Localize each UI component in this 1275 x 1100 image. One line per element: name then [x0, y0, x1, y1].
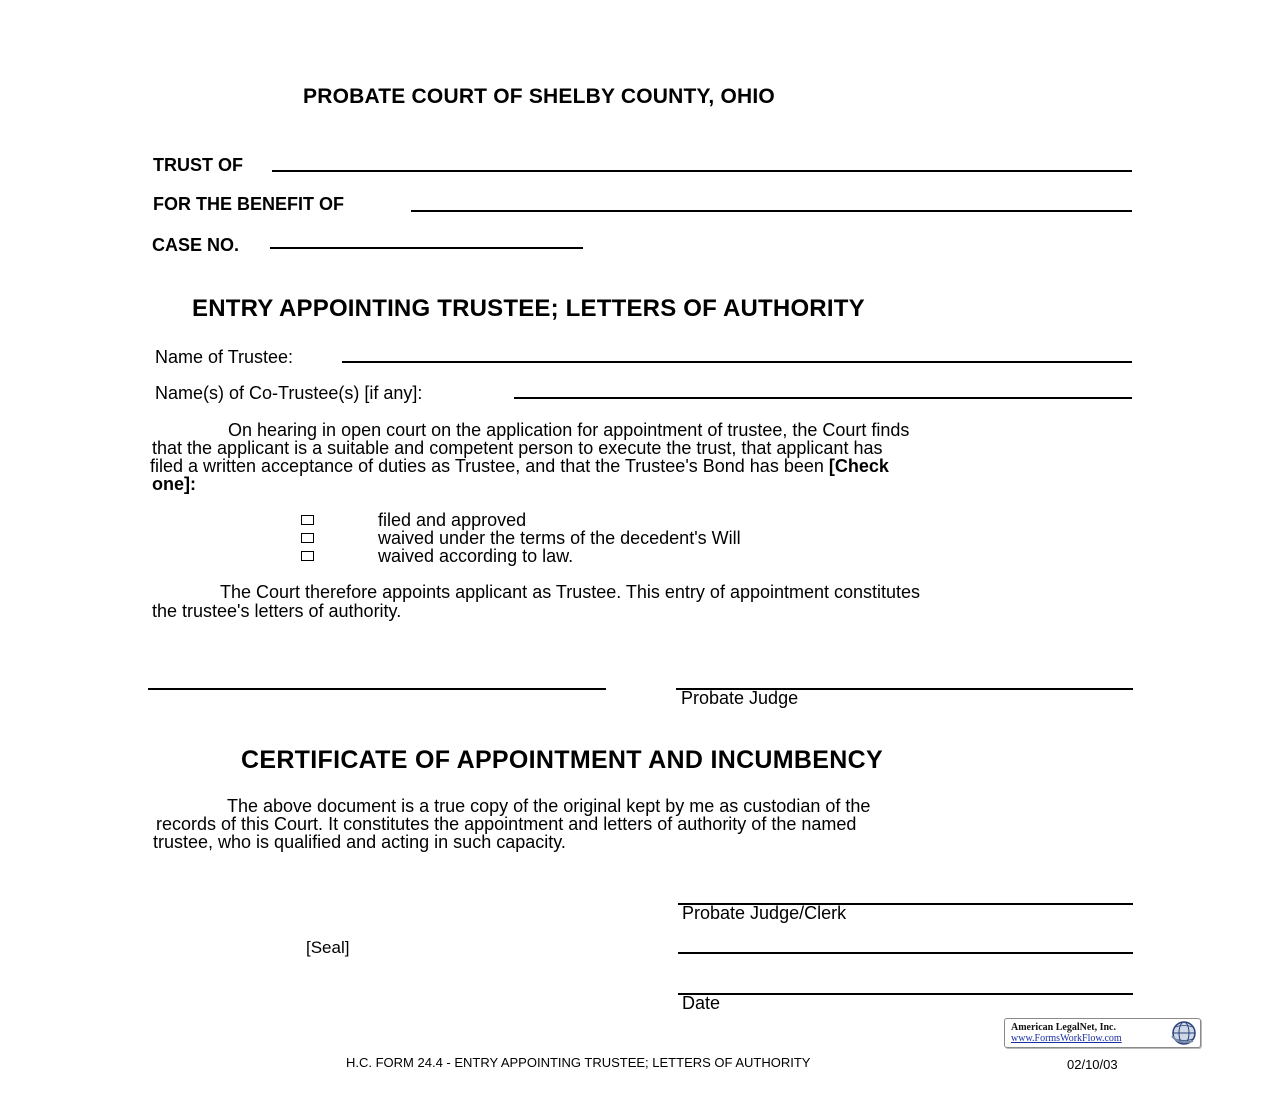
- appointment-line-1: The Court therefore appoints applicant as Trustee. This entry of appointment constitutes: [220, 582, 921, 602]
- check-one-a: [Check: [828, 456, 889, 476]
- check-one-b: one]:: [152, 474, 196, 494]
- co-trustee-field[interactable]: [514, 397, 1132, 399]
- bond-option-waived-will: waived under the terms of the decedent's Will: [378, 528, 741, 548]
- bond-waived-law-checkbox[interactable]: [301, 551, 314, 561]
- left-signature-line[interactable]: [148, 688, 606, 690]
- date-line[interactable]: [678, 993, 1133, 995]
- court-heading: PROBATE COURT OF SHELBY COUNTY, OHIO: [303, 85, 775, 108]
- trustee-label: Name of Trustee:: [155, 347, 294, 367]
- certificate-line-3: trustee, who is qualified and acting in such capacity.: [153, 832, 566, 852]
- bond-option-filed: filed and approved: [378, 510, 527, 530]
- logo-company-name: American LegalNet, Inc.: [1011, 1022, 1116, 1033]
- bond-filed-checkbox[interactable]: [301, 515, 314, 525]
- co-trustee-label: Name(s) of Co-Trustee(s) [if any]:: [155, 383, 423, 403]
- bond-option-waived-law: waived according to law.: [378, 546, 574, 566]
- certificate-title: CERTIFICATE OF APPOINTMENT AND INCUMBENCY: [241, 746, 883, 774]
- clerk-signature-label: Probate Judge/Clerk: [682, 903, 847, 923]
- globe-icon: [1169, 1019, 1199, 1047]
- trust-of-field[interactable]: [272, 170, 1132, 172]
- certificate-line-1: The above document is a true copy of the original kept by me as custodian of the: [227, 796, 871, 816]
- logo-url[interactable]: www.FormsWorkFlow.com: [1011, 1033, 1122, 1044]
- date-label: Date: [682, 993, 721, 1013]
- bond-waived-will-checkbox[interactable]: [301, 533, 314, 543]
- form-footer-label: H.C. FORM 24.4 - ENTRY APPOINTING TRUSTEE; LETTERS OF AUTHORITY: [346, 1055, 811, 1070]
- findings-line-1: On hearing in open court on the application for appointment of trustee, the Court finds: [228, 420, 910, 440]
- entry-title: ENTRY APPOINTING TRUSTEE; LETTERS OF AUTHORITY: [192, 295, 865, 322]
- seal-line[interactable]: [678, 952, 1133, 954]
- vendor-logo[interactable]: [1004, 1018, 1201, 1048]
- case-no-field[interactable]: [270, 247, 583, 249]
- form-date-code: 02/10/03: [1067, 1057, 1118, 1072]
- findings-line-2: that the applicant is a suitable and competent person to execute the trust, that applicant has: [152, 438, 883, 458]
- benefit-of-field[interactable]: [411, 210, 1132, 212]
- trustee-field[interactable]: [342, 361, 1132, 363]
- seal-label: [Seal]: [306, 938, 350, 957]
- case-no-label: CASE NO.: [152, 235, 240, 255]
- certificate-line-2: records of this Court. It constitutes the appointment and letters of authority of the named: [156, 814, 857, 834]
- benefit-of-label: FOR THE BENEFIT OF: [153, 194, 344, 214]
- findings-line-3: [150, 457, 889, 475]
- judge-signature-label: Probate Judge: [681, 688, 799, 708]
- trust-of-label: TRUST OF: [153, 155, 243, 175]
- appointment-line-2: the trustee's letters of authority.: [152, 601, 402, 621]
- findings-line-3-text: filed a written acceptance of duties as Trustee, and that the Trustee's Bond has been: [150, 456, 824, 476]
